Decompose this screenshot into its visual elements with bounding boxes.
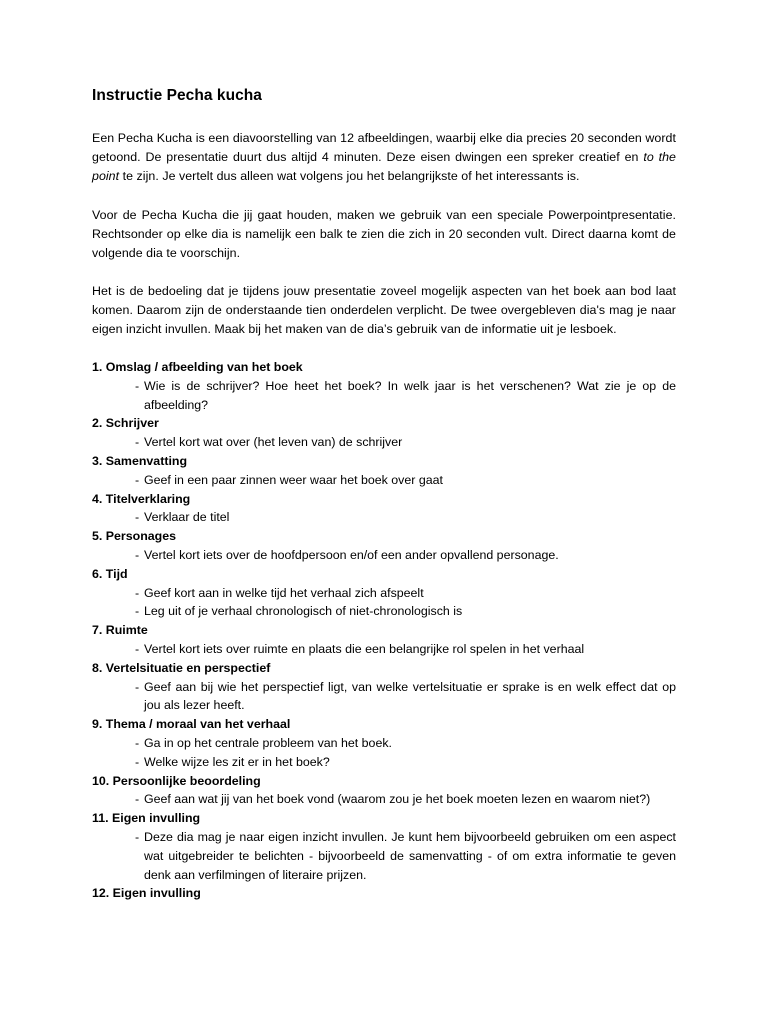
sub-item-text: Vertel kort iets over de hoofdpersoon en/of een ander opvallend personage. — [144, 547, 559, 562]
paragraph-intro-part-b: te zijn. Je vertelt dus alleen wat volgens jou het belangrijkste of het interessants is. — [119, 169, 580, 183]
item-heading: 10. Persoonlijke beoordeling — [92, 773, 261, 788]
document-title: Instructie Pecha kucha — [92, 87, 262, 104]
dash-marker: - — [135, 604, 140, 619]
item-heading: 6. Tijd — [92, 566, 128, 581]
sub-item-text: Vertel kort wat over (het leven van) de schrijver — [144, 435, 403, 450]
sub-item — [92, 734, 676, 753]
item-heading: 12. Eigen invulling — [92, 886, 201, 901]
sub-item — [92, 471, 676, 490]
dash-marker: - — [135, 472, 140, 487]
sub-item — [92, 377, 676, 415]
list-item — [92, 565, 676, 621]
sub-item — [92, 602, 676, 621]
sub-item-text: Geef aan bij wie het perspectief ligt, van welke vertelsituatie er sprake is en welk effect dat op jou als lezer heeft. — [144, 679, 676, 713]
dash-marker: - — [135, 792, 140, 807]
item-heading: 1. Omslag / afbeelding van het boek — [92, 360, 303, 374]
sub-item-text: Leg uit of je verhaal chronologisch of niet-chronologisch is — [144, 604, 463, 619]
item-heading: 2. Schrijver — [92, 416, 159, 431]
dash-marker: - — [135, 829, 140, 844]
sub-item — [92, 433, 676, 452]
slide-list — [92, 358, 676, 903]
sub-item — [92, 678, 676, 716]
list-item — [92, 452, 676, 490]
dash-marker: - — [135, 547, 140, 562]
list-item — [92, 621, 676, 659]
item-heading: 9. Thema / moraal van het verhaal — [92, 717, 291, 732]
sub-item-text: Verklaar de titel — [144, 510, 230, 525]
sub-item-text: Welke wijze les zit er in het boek? — [144, 754, 330, 769]
paragraph-powerpoint: Voor de Pecha Kucha die jij gaat houden, maken we gebruik van een speciale Powerpointpresentatie. Rechtsonder op elke dia is namelijk een balk te zien die zich in 20 seconden vult. Direct daarna komt de volgende dia te voorschijn. — [92, 208, 676, 260]
dash-marker: - — [135, 641, 140, 656]
list-item — [92, 809, 676, 884]
sub-item-text: Vertel kort iets over ruimte en plaats die een belangrijke rol spelen in het verhaal — [144, 641, 585, 656]
item-heading: 11. Eigen invulling — [92, 811, 201, 826]
dash-marker: - — [135, 435, 140, 450]
list-item — [92, 772, 676, 810]
sub-item-text: Geef kort aan in welke tijd het verhaal zich afspeelt — [144, 585, 424, 600]
list-item — [92, 715, 676, 771]
list-item — [92, 414, 676, 452]
paragraph-requirements: Het is de bedoeling dat je tijdens jouw presentatie zoveel mogelijk aspecten van het boek aan bod laat komen. Daarom zijn de onderstaande tien onderdelen verplicht. De twee overgebleven dia's mag je naar eigen inzicht invullen. Maak bij het maken van de dia’s gebruik van de informatie uit je lesboek. — [92, 284, 676, 336]
dash-marker: - — [135, 679, 140, 694]
sub-item-text: Ga in op het centrale probleem van het boek. — [144, 735, 392, 750]
item-heading: 7. Ruimte — [92, 623, 148, 638]
item-heading: 4. Titelverklaring — [92, 491, 191, 506]
document-page — [92, 86, 676, 903]
sub-item — [92, 753, 676, 772]
paragraph-intro — [92, 129, 676, 186]
sub-item — [92, 790, 676, 809]
list-item — [92, 884, 676, 903]
sub-item — [92, 546, 676, 565]
sub-item — [92, 828, 676, 884]
sub-item-text: Deze dia mag je naar eigen inzicht invullen. Je kunt hem bijvoorbeeld gebruiken om een aspect wat uitgebreider te belichten - bijvoorbeeld de samenvatting - of om extra informatie te geven denk aan verfilmingen of literaire prijzen. — [144, 829, 676, 882]
paragraph-intro-emphasis: to the point — [92, 150, 676, 183]
list-item — [92, 490, 676, 528]
sub-item-text: Geef aan wat jij van het boek vond (waarom zou je het boek moeten lezen en waarom niet?) — [144, 792, 651, 807]
sub-item-text: Geef in een paar zinnen weer waar het boek over gaat — [144, 472, 443, 487]
item-heading: 5. Personages — [92, 529, 177, 544]
list-item — [92, 527, 676, 565]
sub-item — [92, 584, 676, 603]
list-item — [92, 659, 676, 715]
item-heading: 3. Samenvatting — [92, 453, 188, 468]
sub-item-text: Wie is de schrijver? Hoe heet het boek? In welk jaar is het verschenen? Wat zie je op de afbeelding? — [144, 378, 676, 412]
dash-marker: - — [135, 378, 140, 393]
dash-marker: - — [135, 510, 140, 525]
dash-marker: - — [135, 585, 140, 600]
list-item — [92, 358, 676, 414]
sub-item — [92, 640, 676, 659]
sub-item — [92, 508, 676, 527]
item-heading: 8. Vertelsituatie en perspectief — [92, 660, 271, 675]
paragraph-intro-part-a: Een Pecha Kucha is een diavoorstelling van 12 afbeeldingen, waarbij elke dia precies 20 seconden wordt getoond. De presentatie duurt dus altijd 4 minuten. Deze eisen dwingen een spreker creatief en — [92, 131, 676, 164]
dash-marker: - — [135, 735, 140, 750]
dash-marker: - — [135, 754, 140, 769]
